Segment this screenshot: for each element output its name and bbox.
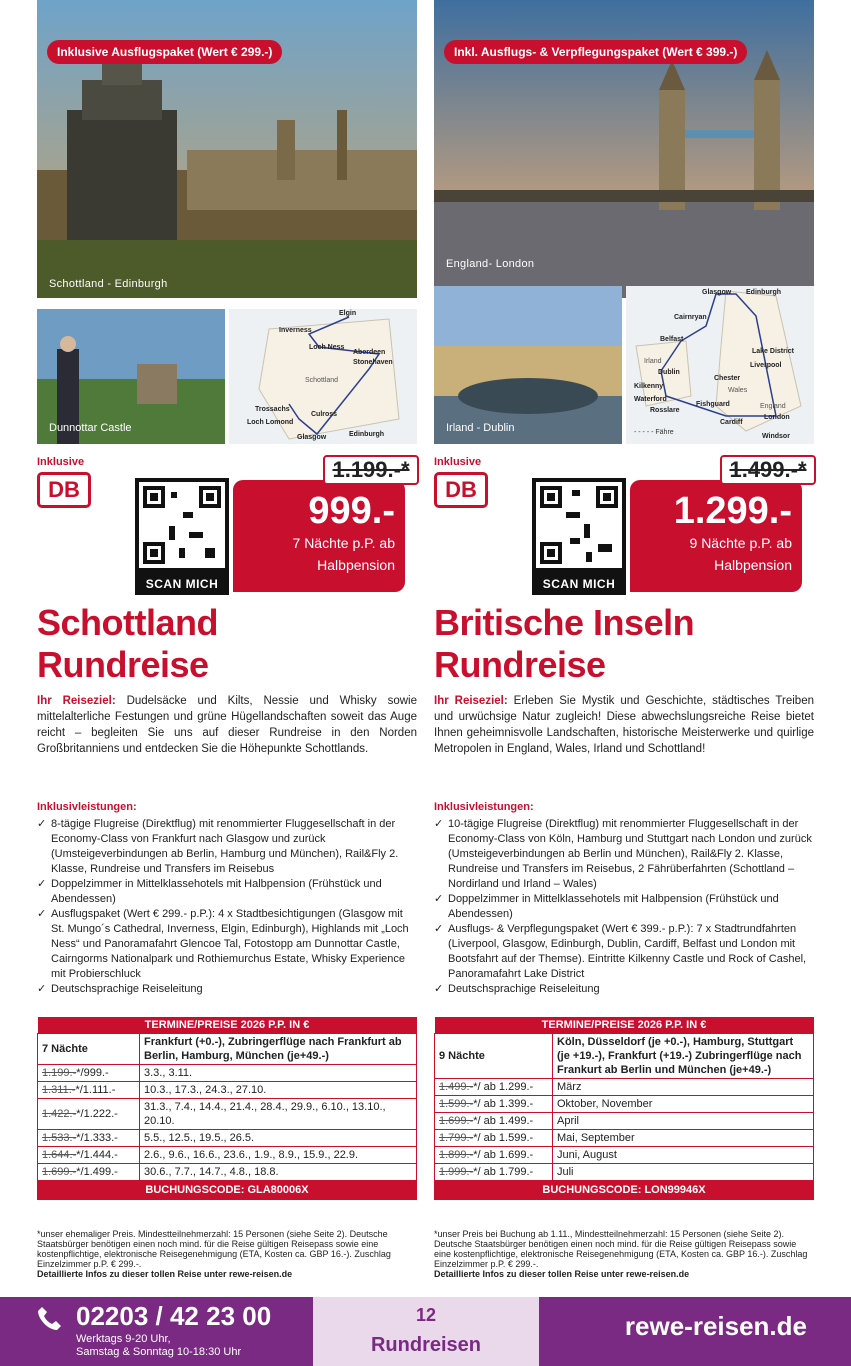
package-badge: Inkl. Ausflugs- & Verpflegungspaket (Wert € 399.-) [444,40,747,64]
inclusive-list: Inklusivleistungen: ✓ 10-tägige Flugreise (Direktflug) mit renommierter Fluggesellschaft in der Economy-Class von Köln, Hamburg und Stuttgart nach London und zurück (Umsteigeverbindungen ab Berlin und München), Rail&Fly 2. Klasse, Rundreise und Transfers im Reisebus, 2 Fährüberfahrten (Schottland – Nordirland und Irland – Wales) ✓ Doppelzimmer in Mittelklassehotels mit Halbpension (Frühstück und Abendessen) ✓ Ausflugs- & Verpflegungspaket (Wert € 399.- p.P.): 7 x Stadtrundfahrten (Liverpool, Glasgow, Edinburgh, Dublin, Cardiff, Belfast und London mit Bootsfahrt auf der Themse). Eintritte Kilkenny Castle und Rock of Cashel, Panoramafahrt Lake District ✓ Deutschsprachige Reiseleitung [434,800,814,997]
map-label: Waterford [634,396,667,403]
table-row: 1.644.-*/1.444.- 2.6., 9.6., 16.6., 23.6., 1.9., 8.9., 15.9., 22.9. [38,1147,417,1164]
website-link[interactable]: rewe-reisen.de [624,1311,807,1341]
list-item: ✓ Ausflugs- & Verpflegungspaket (Wert € 399.- p.P.): 7 x Stadtrundfahrten (Liverpool, Glasgow, Edinburgh, Dublin, Cardiff, Belfast und London mit Bootsfahrt auf der Themse). Eintritte Kilkenny Castle und Rock of Cashel, Panoramafahrt Lake District [434,922,814,982]
board-label: Halbpension [714,557,792,573]
inclusive-label: Inklusive [37,456,85,468]
map-label: Glasgow [702,289,732,296]
phone-icon[interactable] [36,1305,62,1331]
map-label: Belfast [660,336,684,343]
section-name: Rundreisen [370,1334,482,1356]
map-label: Irland [644,358,662,365]
footer-bar [0,1297,851,1366]
table-row: 1.422.-*/1.222.- 31.3., 7.4., 14.4., 21.4., 28.4., 29.9., 6.10., 13.10., 20.10. [38,1099,417,1130]
map-label: Loch Ness [309,344,345,351]
old-price: 1.199.-* [323,455,419,485]
qr-code[interactable] [135,478,229,595]
hours-weekend: Samstag & Sonntag 10-18:30 Uhr [76,1346,242,1358]
map-label: Wales [728,387,748,394]
nights-label: 7 Nächte p.P. ab [292,535,395,551]
list-item: ✓ Doppelzimmer in Mittelklassehotels mit Halbpension (Frühstück und Abendessen) [434,892,814,922]
inclusive-list: Inklusivleistungen: ✓ 8-tägige Flugreise (Direktflug) mit renommierter Fluggesellschaft in der Economy-Class von Frankfurt nach Glasgow und zurück (Umsteigeverbindungen ab Berlin, Hamburg und München), Rail&Fly 2. Klasse, Rundreise und Transfers im Reisebus ✓ Doppelzimmer in Mittelklassehotels mit Halbpension (Frühstück und Abendessen) ✓ Ausflugspaket (Wert € 299.- p.P.): 4 x Stadtbesichtigungen (Glasgow mit St. Mungo´s Cathedral, Inverness, Elgin, Edinburgh), Highlands mit „Loch Ness“ und Panoramafahrt Glencoe Tal, Fotostopp am Dunnottar Castle, Cairngorms Nationalpark und Rothiemurchus Estate, Whisky Experience mit Probierschluck ✓ Deutschsprachige Reiseleitung [37,800,417,997]
photo-caption: Schottland - Edinburgh [49,278,168,290]
table-row: 1.699.-*/1.499.- 30.6., 7.7., 14.7., 4.8., 18.8. [38,1164,417,1181]
map-label: Fishguard [696,401,730,408]
photo-dublin [434,286,622,444]
photo-caption: Irland - Dublin [446,422,515,434]
map-label: Edinburgh [349,431,384,438]
map-label: Windsor [762,433,790,440]
table-row: 1.533.-*/1.333.- 5.5., 12.5., 19.5., 26.5. [38,1130,417,1147]
table-row: 1.199.-*/999.- 3.3., 3.11. [38,1065,417,1082]
price-table: TERMINE/PREISE 2026 P.P. IN € 7 Nächte Frankfurt (+0.-), Zubringerflüge nach Frankfurt ab Berlin, Hamburg, München (je+49.-) 1.199.-*/999.- 3.3., 3.11. 1.311.-*/1.111.- 10.3., 17.3., 24.3., 27.10. 1.422.-*/1.222.- 31.3., 7.4., 14.4., 21.4., 28.4., 29.9., 6.10., 13.10., 20.10. 1.533.-*/1.333.- 5.5., 12.5., 19.5., 26.5. 1.644.-*/1.444.- 2.6., 9.6., 16.6., 23.6., 1.9., 8.9., 15.9., 22.9. 1.699.-*/1.499.- 30.6., 7.7., 14.7., 4.8., 18.8. BUCHUNGSCODE: GLA80006X [37,1017,417,1200]
map-label: Kilkenny [634,383,664,390]
price-box [233,480,405,592]
scan-label: SCAN MICH [542,577,616,591]
map-label: England [760,403,786,410]
nights-label: 9 Nächte p.P. ab [689,535,792,551]
photo-dunnottar [37,309,225,444]
map-label: Chester [714,375,741,382]
table-row: 1.699.-*/ ab 1.499.- April [435,1113,814,1130]
map-legend: - - - - - Fähre [634,429,674,436]
page-info [313,1297,539,1366]
page-number: 12 [415,1305,437,1325]
map-label: Trossachs [255,406,290,413]
board-label: Halbpension [317,557,395,573]
list-item: ✓ Doppelzimmer in Mittelklassehotels mit Halbpension (Frühstück und Abendessen) [37,877,417,907]
price-table: TERMINE/PREISE 2026 P.P. IN € 9 Nächte Köln, Düsseldorf (je +0.-), Hamburg, Stuttgart (je +19.-), Frankfurt (+19.-) Zubringerflüge nach Frankurt ab Berlin und München (je+49.-) 1.499.-*/ ab 1.299.- März 1.599.-*/ ab 1.399.- Oktober, November 1.699.-*/ ab 1.499.- April 1.799.-*/ ab 1.599.- Mai, September 1.899.-*/ ab 1.699.- Juni, August 1.999.-*/ ab 1.799.- Juli BUCHUNGSCODE: LON99946X [434,1017,814,1200]
table-row: 1.499.-*/ ab 1.299.- März [435,1079,814,1096]
list-item: ✓ Deutschsprachige Reiseleitung [434,982,814,997]
old-price: 1.499.-* [720,455,816,485]
db-logo: DB [37,472,91,508]
photo-caption: Dunnottar Castle [49,422,132,434]
table-row: 1.311.-*/1.111.- 10.3., 17.3., 24.3., 27.10. [38,1082,417,1099]
map-label: Elgin [339,310,357,317]
list-item: ✓ Ausflugspaket (Wert € 299.- p.P.): 4 x Stadtbesichtigungen (Glasgow mit St. Mungo´s Cathedral, Inverness, Elgin, Edinburgh), Highlands mit „Loch Ness“ und Panoramafahrt Glencoe Tal, Fotostopp am Dunnottar Castle, Cairngorms Nationalpark und Rothiemurchus Estate, Whisky Experience mit Probierschluck [37,907,417,982]
map-label: Aberdeen [353,349,386,356]
map-label: Culross [311,411,338,418]
map-label: Glasgow [297,434,327,441]
table-row: 1.899.-*/ ab 1.699.- Juni, August [435,1147,814,1164]
map-label: Inverness [279,327,312,334]
footnote: *unser ehemaliger Preis. Mindestteilnehmerzahl: 15 Personen (siehe Seite 2). Deutsche Staatsbürger benötigen einen noch mind. für die Reise gültigen Reisepass sowie eine kostenpflichtige, elektronische Reisegenehmigung (ETA, Kosten ca. GBP 16.-). Zuschlag Einzelzimmer p.P. € 299.-. Detaillierte Infos zu dieser tollen Reise unter rewe-reisen.de [37,1229,391,1279]
list-item: ✓ 8-tägige Flugreise (Direktflug) mit renommierter Fluggesellschaft in der Economy-Class von Frankfurt nach Glasgow und zurück (Umsteigeverbindungen ab Berlin, Hamburg und München), Rail&Fly 2. Klasse, Rundreise und Transfers im Reisebus [37,817,417,877]
db-logo: DB [434,472,488,508]
photo-caption: England- London [446,258,535,270]
table-row: 1.999.-*/ ab 1.799.- Juli [435,1164,814,1181]
booking-code: BUCHUNGSCODE: LON99946X [435,1181,814,1200]
map-label: Schottland [305,377,339,384]
map-label: Rosslare [650,407,680,414]
price: 999.- [308,490,395,532]
price-box [630,480,802,592]
trip-title: Schottland Rundreise [37,602,218,685]
route-map [626,286,814,444]
map-label: Edinburgh [746,289,781,296]
map-label: Loch Lomond [247,419,294,426]
trip-intro: Ihr Reiseziel: Erleben Sie Mystik und Geschichte, städtisches Treiben und urwüchsige Natur zugleich! Diese abwechslungsreiche Reise bietet Ihnen geheimnisvolle Landschaften, historische Meisterwerke und quirlige Metropolen in England, Wales, Irland und Schottland! [434,695,814,755]
list-item: ✓ Deutschsprachige Reiseleitung [37,982,417,997]
scan-label: SCAN MICH [145,577,219,591]
trip-intro: Ihr Reiseziel: Dudelsäcke und Kilts, Nessie und Whisky sowie mittelalterliche Festungen und grüne Hügellandschaften soweit das Auge reicht – begleiten Sie uns auf dieser Rundreise in den Norden Großbritanniens und entdecken Sie die Höhepunkte Schottlands. [37,695,417,755]
table-row: 1.799.-*/ ab 1.599.- Mai, September [435,1130,814,1147]
trip-title: Britische Inseln Rundreise [434,602,695,685]
package-badge: Inklusive Ausflugspaket (Wert € 299.-) [47,40,282,64]
map-label: London [764,414,790,421]
phone-number[interactable]: 02203 / 42 23 00 [76,1301,272,1331]
map-label: Dublin [658,369,680,376]
map-label: Cardiff [720,419,743,426]
map-label: Lake District [752,348,795,355]
map-label: Stonehaven [353,359,393,366]
map-label: Liverpool [750,362,782,369]
map-label: Cairnryan [674,314,707,321]
table-row: 1.599.-*/ ab 1.399.- Oktober, November [435,1096,814,1113]
hours-weekday: Werktags 9-20 Uhr, [76,1333,171,1345]
price: 1.299.- [673,490,792,532]
booking-code: BUCHUNGSCODE: GLA80006X [38,1181,417,1200]
inclusive-label: Inklusive [434,456,482,468]
list-item: ✓ 10-tägige Flugreise (Direktflug) mit renommierter Fluggesellschaft in der Economy-Class von Köln, Hamburg und Stuttgart nach London und zurück (Umsteigeverbindungen ab Berlin und München), Rail&Fly 2. Klasse, Rundreise und Transfers im Reisebus, 2 Fährüberfahrten (Schottland – Nordirland und Irland – Wales) [434,817,814,892]
route-map [229,309,417,444]
footnote: *unser Preis bei Buchung ab 1.11., Mindestteilnehmerzahl: 15 Personen (siehe Seite 2). Deutsche Staatsbürger benötigen einen noch mind. für die Reise gültigen Reisepass sowie eine kostenpflichtige, elektronische Reisegenehmigung (ETA, Kosten ca. GBP 16.-). Zuschlag Einzelzimmer p.P. € 299.-. Detaillierte Infos zu dieser tollen Reise unter rewe-reisen.de [434,1229,808,1279]
qr-code[interactable] [532,478,626,595]
